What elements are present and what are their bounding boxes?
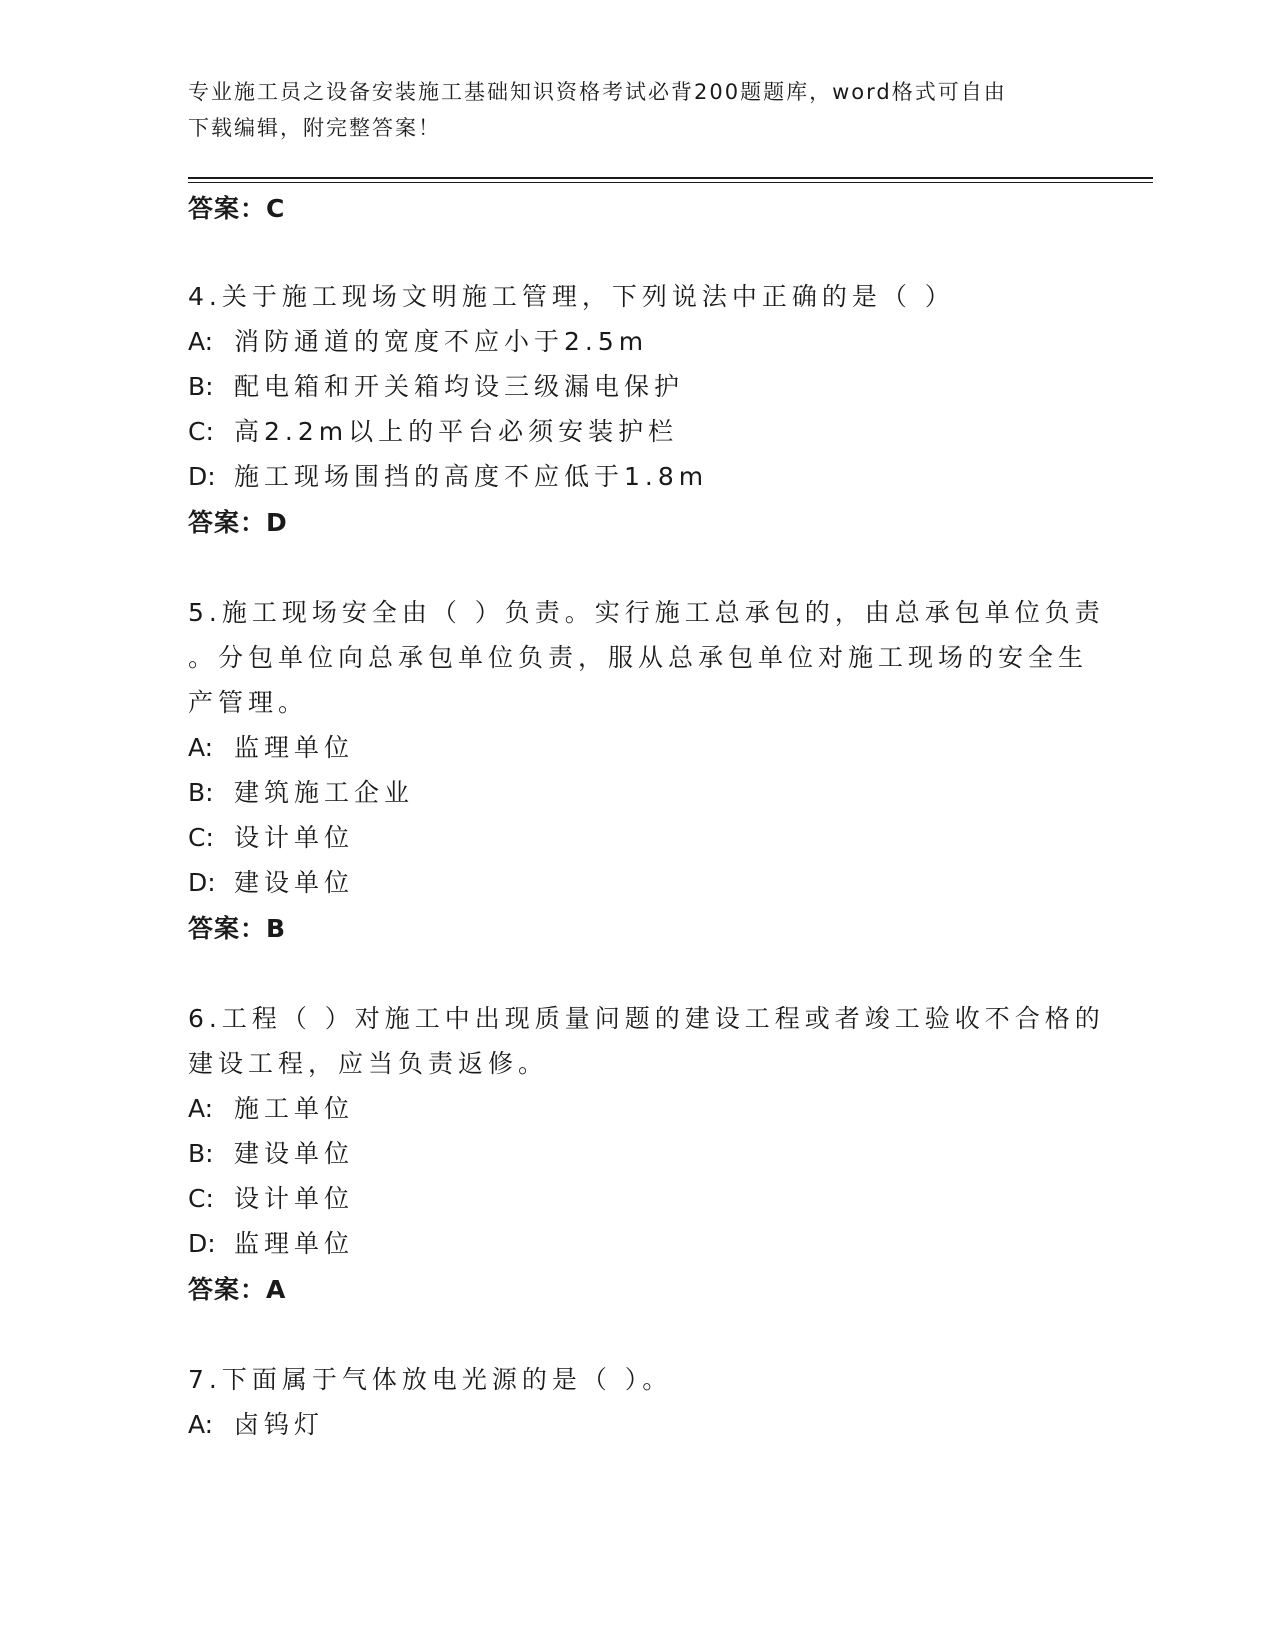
option-key: C: bbox=[188, 823, 214, 852]
option-key: A: bbox=[188, 1410, 214, 1439]
q6-stem-line-2: 建设工程，应当负责返修。 bbox=[188, 1049, 549, 1078]
q6-answer: 答案：A bbox=[188, 1275, 287, 1304]
q6-option-b bbox=[188, 1138, 354, 1170]
option-text: 卤钨灯 bbox=[234, 1410, 325, 1439]
q6-option-a bbox=[188, 1093, 354, 1125]
option-key: D: bbox=[188, 1229, 216, 1258]
option-key: B: bbox=[188, 778, 214, 807]
q4-answer: 答案：D bbox=[188, 508, 288, 537]
option-text: 建筑施工企业 bbox=[234, 778, 415, 807]
q5-option-d bbox=[188, 867, 354, 899]
option-text: 设计单位 bbox=[234, 823, 355, 852]
option-text: 建设单位 bbox=[234, 868, 355, 897]
option-key: D: bbox=[188, 462, 216, 491]
option-key: C: bbox=[188, 1184, 214, 1213]
q4-option-b bbox=[188, 371, 684, 403]
q5-stem-line-2: 。分包单位向总承包单位负责，服从总承包单位对施工现场的安全生 bbox=[188, 643, 1089, 672]
q5-option-c bbox=[188, 822, 354, 854]
q4-option-d bbox=[188, 461, 708, 493]
q3-answer: 答案：C bbox=[188, 194, 286, 223]
option-text: 高2.2m以上的平台必须安装护栏 bbox=[234, 417, 679, 446]
q4-option-a bbox=[188, 326, 648, 358]
header-rule-thick bbox=[188, 177, 1153, 179]
q6-option-c bbox=[188, 1183, 354, 1215]
q4-stem: 4.关于施工现场文明施工管理，下列说法中正确的是（ ） bbox=[188, 282, 955, 311]
option-key: A: bbox=[188, 327, 214, 356]
q5-option-a bbox=[188, 732, 354, 764]
q7-stem: 7.下面属于气体放电光源的是（ ）。 bbox=[188, 1365, 673, 1394]
option-text: 建设单位 bbox=[234, 1139, 355, 1168]
option-key: A: bbox=[188, 733, 214, 762]
option-text: 施工单位 bbox=[234, 1094, 355, 1123]
q5-option-b bbox=[188, 777, 414, 809]
header-line-1: 专业施工员之设备安装施工基础知识资格考试必背200题题库，word格式可自由 bbox=[188, 80, 1007, 104]
header-rule-thin bbox=[188, 182, 1153, 183]
option-text: 设计单位 bbox=[234, 1184, 355, 1213]
q5-answer: 答案：B bbox=[188, 914, 287, 943]
option-text: 消防通道的宽度不应小于2.5m bbox=[234, 327, 649, 356]
option-key: B: bbox=[188, 372, 214, 401]
option-text: 施工现场围挡的高度不应低于1.8m bbox=[234, 462, 709, 491]
q6-stem-line-1: 6.工程（ ）对施工中出现质量问题的建设工程或者竣工验收不合格的 bbox=[188, 1004, 1105, 1033]
q6-option-d bbox=[188, 1228, 354, 1260]
option-key: A: bbox=[188, 1094, 214, 1123]
option-key: C: bbox=[188, 417, 214, 446]
q5-stem-line-3: 产管理。 bbox=[188, 688, 309, 717]
option-key: B: bbox=[188, 1139, 214, 1168]
header-line-2: 下载编辑，附完整答案！ bbox=[188, 116, 441, 140]
option-text: 配电箱和开关箱均设三级漏电保护 bbox=[234, 372, 685, 401]
q7-option-a bbox=[188, 1409, 324, 1441]
option-text: 监理单位 bbox=[234, 733, 355, 762]
option-text: 监理单位 bbox=[234, 1229, 355, 1258]
q4-option-c bbox=[188, 416, 678, 448]
q5-stem-line-1: 5.施工现场安全由（ ）负责。实行施工总承包的，由总承包单位负责 bbox=[188, 598, 1105, 627]
page-header bbox=[188, 74, 1088, 146]
option-key: D: bbox=[188, 868, 216, 897]
